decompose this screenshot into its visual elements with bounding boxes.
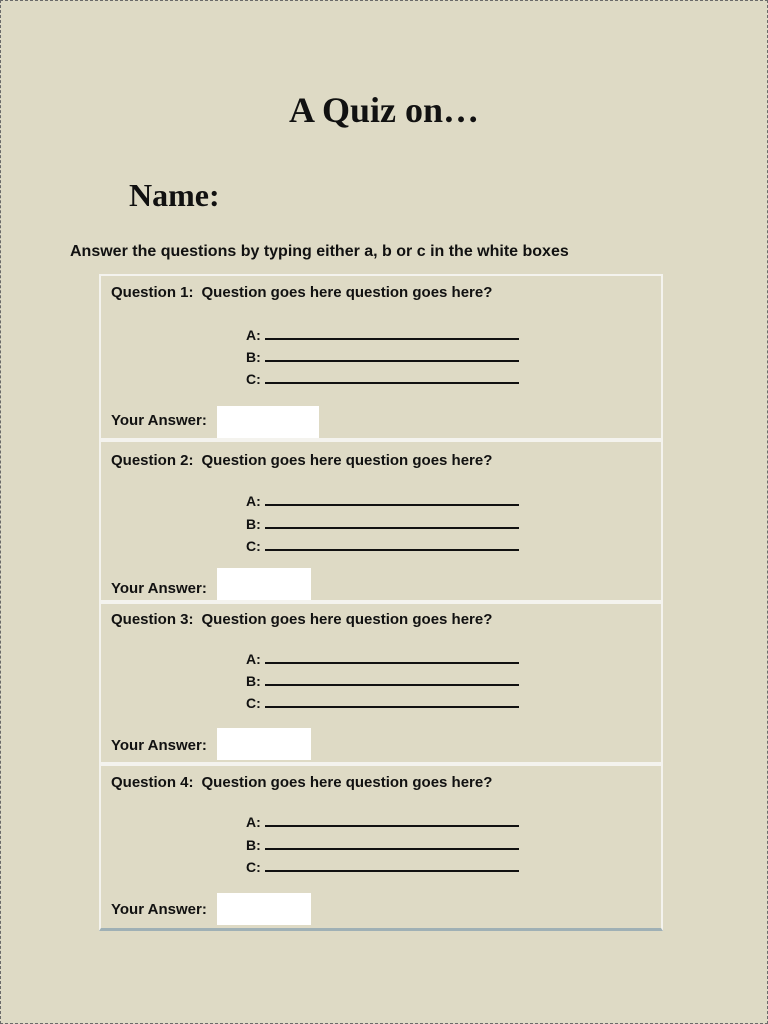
option-letter: C: bbox=[246, 859, 261, 875]
question-1-label: Question 1: bbox=[111, 284, 194, 301]
option-blank-line bbox=[265, 834, 519, 850]
question-4-header bbox=[111, 774, 492, 791]
question-4-label: Question 4: bbox=[111, 774, 194, 791]
question-4-box bbox=[99, 764, 663, 931]
option-letter: A: bbox=[246, 814, 261, 830]
question-4-option-a bbox=[246, 811, 519, 832]
name-label: Name: bbox=[129, 177, 220, 213]
question-1-answer-input[interactable] bbox=[217, 406, 319, 438]
option-letter: A: bbox=[246, 327, 261, 343]
option-letter: C: bbox=[246, 538, 261, 554]
option-letter: A: bbox=[246, 651, 261, 667]
question-2-option-b bbox=[246, 513, 519, 534]
question-3-text: Question goes here question goes here? bbox=[201, 611, 493, 628]
option-blank-line bbox=[265, 324, 519, 340]
option-letter: C: bbox=[246, 695, 261, 711]
option-letter: B: bbox=[246, 516, 261, 532]
question-1-box bbox=[99, 274, 663, 440]
question-3-answer-label: Your Answer: bbox=[111, 737, 207, 754]
question-2-label: Question 2: bbox=[111, 452, 194, 469]
option-blank-line bbox=[265, 368, 519, 384]
question-1-option-c bbox=[246, 368, 519, 389]
question-1-text: Question goes here question goes here? bbox=[201, 284, 493, 301]
question-2-option-a bbox=[246, 490, 519, 511]
option-blank-line bbox=[265, 648, 519, 664]
question-1-option-b bbox=[246, 346, 519, 367]
page-title: A Quiz on… bbox=[288, 90, 480, 130]
option-letter: B: bbox=[246, 349, 261, 365]
question-4-answer-label: Your Answer: bbox=[111, 901, 207, 918]
option-blank-line bbox=[265, 535, 519, 551]
question-2-answer-input[interactable] bbox=[217, 568, 311, 600]
question-1-header bbox=[111, 284, 492, 301]
option-blank-line bbox=[265, 856, 519, 872]
option-blank-line bbox=[265, 490, 519, 506]
question-3-option-a bbox=[246, 648, 519, 669]
question-3-label: Question 3: bbox=[111, 611, 194, 628]
option-blank-line bbox=[265, 692, 519, 708]
question-3-option-c bbox=[246, 692, 519, 713]
question-2-option-c bbox=[246, 535, 519, 556]
option-letter: B: bbox=[246, 837, 261, 853]
option-blank-line bbox=[265, 811, 519, 827]
option-blank-line bbox=[265, 346, 519, 362]
option-blank-line bbox=[265, 670, 519, 686]
question-4-option-c bbox=[246, 856, 519, 877]
option-letter: B: bbox=[246, 673, 261, 689]
question-3-header bbox=[111, 611, 492, 628]
question-3-option-b bbox=[246, 670, 519, 691]
question-4-text: Question goes here question goes here? bbox=[201, 774, 493, 791]
question-2-header bbox=[111, 452, 492, 469]
question-4-option-b bbox=[246, 834, 519, 855]
option-letter: C: bbox=[246, 371, 261, 387]
option-letter: A: bbox=[246, 493, 261, 509]
option-blank-line bbox=[265, 513, 519, 529]
question-2-answer-label: Your Answer: bbox=[111, 580, 207, 597]
question-3-answer-input[interactable] bbox=[217, 728, 311, 760]
question-1-answer-label: Your Answer: bbox=[111, 412, 207, 429]
question-1-option-a bbox=[246, 324, 519, 345]
instructions-text: Answer the questions by typing either a, b or c in the white boxes bbox=[70, 243, 569, 260]
question-4-answer-input[interactable] bbox=[217, 893, 311, 925]
question-2-box bbox=[99, 440, 663, 602]
question-3-box bbox=[99, 602, 663, 764]
question-2-text: Question goes here question goes here? bbox=[201, 452, 493, 469]
